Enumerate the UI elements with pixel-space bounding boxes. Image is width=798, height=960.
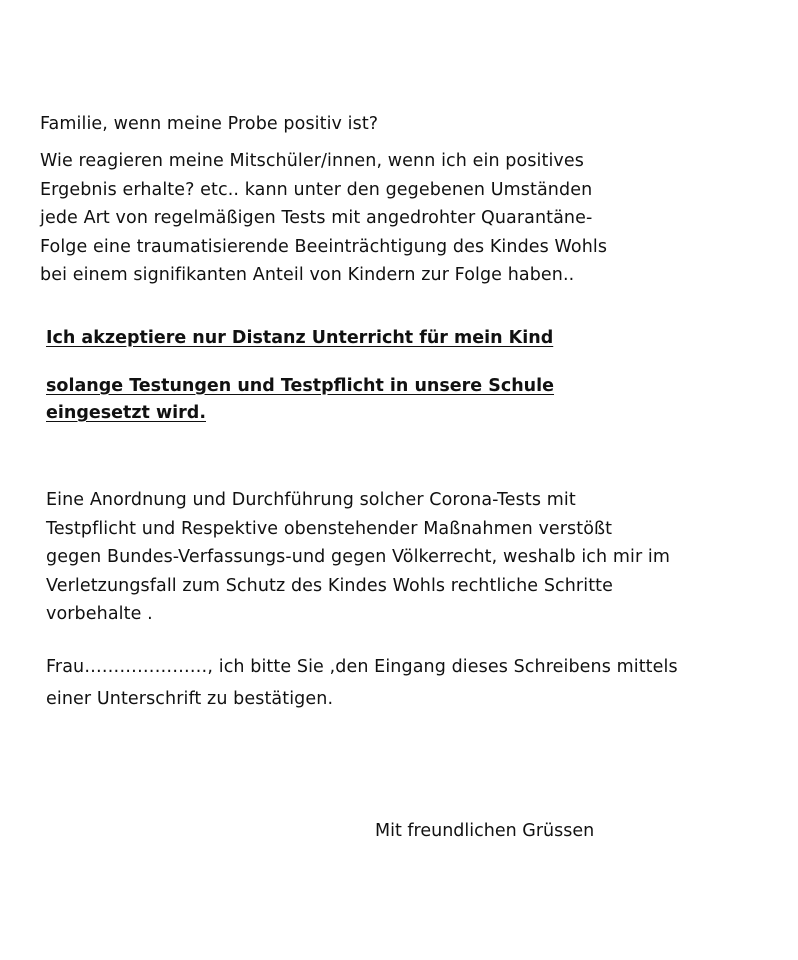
text-line: Ergebnis erhalte? etc.. kann unter den gegebenen Umständen — [40, 179, 593, 200]
closing-greeting: Mit freundlichen Grüssen — [375, 821, 595, 841]
emphasis-condition — [46, 370, 554, 424]
text-line: Folge eine traumatisierende Beeinträchtigung des Kindes Wohls — [40, 236, 608, 257]
text-line: Verletzungsfall zum Schutz des Kindes Wohls rechtliche Schritte — [46, 575, 613, 596]
text-line: Testpflicht und Respektive obenstehender Maßnahmen verstößt — [46, 518, 613, 539]
text-line: bei einem signifikanten Anteil von Kindern zur Folge haben.. — [40, 265, 575, 285]
emphasis-line: solange Testungen und Testpflicht in unsere Schule — [46, 376, 555, 396]
paragraph-request — [46, 651, 678, 715]
emphasis-line: Ich akzeptiere nur Distanz Unterricht für mein Kind — [46, 328, 554, 348]
text-line: Wie reagieren meine Mitschüler/innen, wenn ich ein positives — [40, 151, 584, 171]
paragraph-question — [40, 110, 378, 138]
text-line: jede Art von regelmäßigen Tests mit angedrohter Quarantäne- — [40, 208, 593, 228]
text-line: Frau…………………, ich bitte Sie ,den Eingang dieses Schreibens mittels — [46, 657, 678, 677]
text-line: Familie, wenn meine Probe positiv ist? — [40, 114, 379, 134]
emphasis-statement — [46, 324, 553, 352]
paragraph-legal — [46, 486, 670, 629]
emphasis-line: eingesetzt wird. — [46, 403, 206, 423]
text-line: Eine Anordnung und Durchführung solcher Corona-Tests mit — [46, 490, 576, 510]
text-line: gegen Bundes-Verfassungs-und gegen Völkerrecht, weshalb ich mir im — [46, 547, 671, 567]
text-line: einer Unterschrift zu bestätigen. — [46, 689, 334, 709]
paragraph-concerns — [40, 147, 607, 290]
text-line: vorbehalte . — [46, 604, 153, 624]
